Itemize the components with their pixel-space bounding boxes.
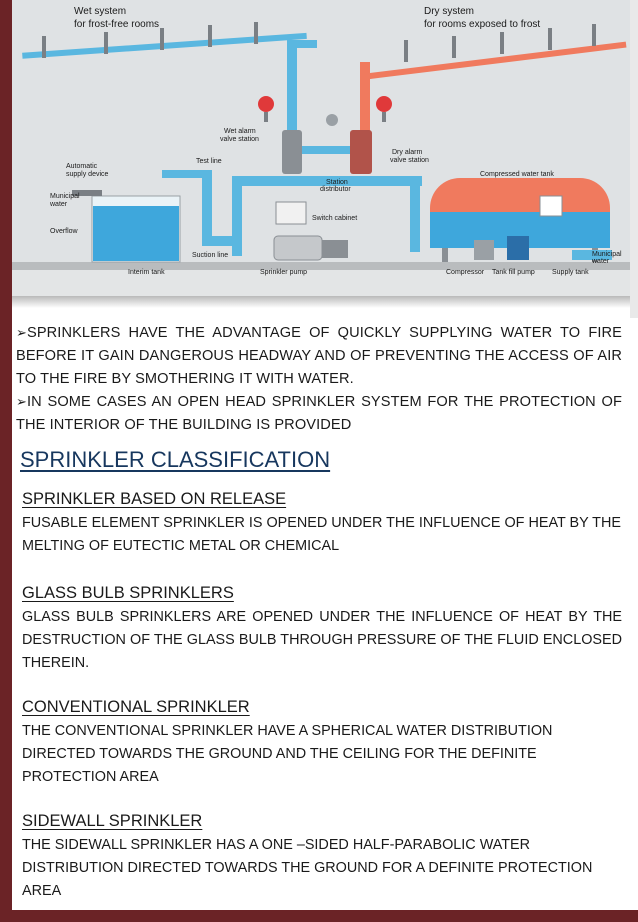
label-municipal: Municipal [50,193,80,200]
dry-alarm-valve [350,130,372,174]
label-automatic-sub: supply device [66,171,109,178]
section-title: GLASS BULB SPRINKLERS [22,584,234,602]
slide-right-margin [630,0,638,318]
sprinkler-system-diagram [12,0,630,296]
intro-point-2: ➢IN SOME CASES AN OPEN HEAD SPRINKLER SYSTEM FOR THE PROTECTION OF THE INTERIOR OF THE BUILDING IS PROVIDED [16,394,622,433]
section-title: CONVENTIONAL SPRINKLER [22,698,250,716]
intro-point-1: ➢SPRINKLERS HAVE THE ADVANTAGE OF QUICKLY SUPPLYING WATER TO FIRE BEFORE IT GAIN DANGEROUS HEADWAY AND OF PREVENTING THE ACCESS OF AIR TO THE FIRE BY SMOTHERING IT WITH WATER. [16,325,622,387]
section-glass-bulb [22,582,622,675]
label-municipal-2-sub: water [592,258,610,265]
compressor [474,240,494,260]
ground-floor [12,262,630,270]
label-tank-fill-pump: Tank fill pump [492,269,535,276]
label-wet-system: Wet system [74,6,127,17]
label-switch-cabinet: Switch cabinet [312,215,358,222]
slide-left-border [0,0,12,922]
section-release [22,488,622,558]
label-automatic: Automatic [66,163,98,170]
diagram-shadow [12,296,630,308]
label-compressed-tank: Compressed water tank [480,171,554,178]
section-body: THE SIDEWALL SPRINKLER HAS A ONE –SIDED HALF-PARABOLIC WATER DISTRIBUTION DIRECTED TOWARDS THE GROUND FOR A DEFINITE PROTECTION AREA [22,837,593,899]
section-title: SIDEWALL SPRINKLER [22,812,203,830]
label-dry-system: Dry system [424,6,474,17]
label-overflow: Overflow [50,228,78,235]
label-supply-tank: Supply tank [552,269,589,276]
section-body: THE CONVENTIONAL SPRINKLER HAVE A SPHERICAL WATER DISTRIBUTION DIRECTED TOWARDS THE GROUND AND THE CEILING FOR THE DEFINITE PROTECTION AREA [22,723,553,785]
label-station-sub: distributor [320,186,351,193]
label-municipal-2: Municipal [592,251,622,258]
alarm-bell-left [258,96,274,112]
alarm-bell-right [376,96,392,112]
label-dry-alarm-sub: valve station [390,157,429,164]
section-body: FUSABLE ELEMENT SPRINKLER IS OPENED UNDER THE INFLUENCE OF HEAT BY THE MELTING OF EUTECTIC METAL OR CHEMICAL [22,515,621,554]
tank-fill-pump [507,236,529,260]
label-sprinkler-pump: Sprinkler pump [260,269,308,276]
label-compressor: Compressor [446,269,485,276]
section-conventional [22,696,622,789]
label-wet-alarm: Wet alarm [224,128,256,135]
switch-cabinet [276,202,306,224]
label-wet-system-sub: for frost-free rooms [74,19,160,30]
label-wet-alarm-sub: valve station [220,136,259,143]
label-dry-system-sub: for rooms exposed to frost [424,19,541,30]
label-dry-alarm: Dry alarm [392,149,423,156]
section-title: SPRINKLER BASED ON RELEASE [22,490,287,508]
bullet-arrow-icon: ➢ [16,395,27,410]
intro-text [16,322,622,437]
label-suction-line: Suction line [192,252,229,259]
bullet-arrow-icon: ➢ [16,326,27,341]
section-sidewall [22,810,622,903]
sprinkler-pump [274,236,322,260]
label-station: Station [326,179,348,186]
wet-alarm-valve [282,130,302,174]
label-interim-tank: Interim tank [128,269,165,276]
label-test-line: Test line [196,158,222,165]
section-body: GLASS BULB SPRINKLERS ARE OPENED UNDER THE INFLUENCE OF HEAT BY THE DESTRUCTION OF THE GLASS BULB THROUGH PRESSURE OF THE FLUID ENCLOSED THEREIN. [22,609,622,671]
label-municipal-sub: water [50,201,68,208]
page-title: SPRINKLER CLASSIFICATION [20,447,331,472]
slide-bottom-border [0,910,638,922]
